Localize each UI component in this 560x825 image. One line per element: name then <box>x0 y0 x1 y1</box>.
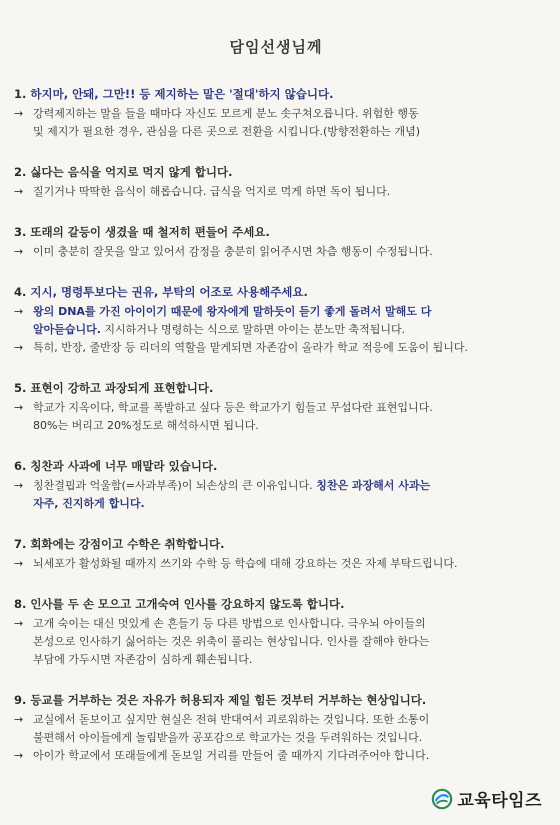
item-line-text: 학교가 지옥이다, 학교를 폭발하고 싶다 등은 학교가기 힘들고 무섭다란 표현입니다. <box>33 401 433 414</box>
arrow-icon: → <box>14 557 24 570</box>
item-line <box>14 633 538 651</box>
arrow-icon: → <box>14 617 24 630</box>
item-line-text: 아이가 학교에서 또래들에게 돋보일 거리를 만들어 줄 때까지 기다려주어야 합니다. <box>33 749 430 762</box>
item-line-text: 및 제지가 필요한 경우, 관심을 다른 곳으로 전환을 시킵니다.(방향전환하는 개념) <box>33 125 421 138</box>
item-line-text: 고개 숙이는 대신 멋있게 손 흔들기 등 다른 방법으로 인사합니다. 극우뇌 아이들의 <box>33 617 426 630</box>
item-line-text: 강력제지하는 말을 들을 때마다 자신도 모르게 분노 솟구쳐오릅니다. 위험한 행동 <box>33 107 419 120</box>
list-item <box>14 163 538 201</box>
item-line <box>14 615 538 633</box>
item-heading <box>14 379 538 397</box>
list-item <box>14 283 538 357</box>
item-line-text: 칭찬은 과장해서 사과는 <box>316 479 431 492</box>
item-heading <box>14 535 538 553</box>
list-item <box>14 85 538 141</box>
item-line <box>14 303 538 321</box>
item-line-text: 왕의 DNA를 가진 아이이기 때문에 왕자에게 말하듯이 듣기 좋게 돌려서 말해도 다 <box>33 305 432 318</box>
item-heading <box>14 457 538 475</box>
item-heading-text: 등교를 거부하는 것은 자유가 허용되자 제일 힘든 것부터 거부하는 현상입니다. <box>30 693 427 707</box>
item-line <box>14 651 538 669</box>
arrow-icon: → <box>14 245 24 258</box>
item-line-text: 교실에서 돋보이고 싶지만 현실은 전혀 반대여서 괴로워하는 것입니다. 또한 소통이 <box>33 713 430 726</box>
item-line-text: 80%는 버리고 20%정도로 해석하시면 됩니다. <box>33 419 259 432</box>
watermark-logo <box>427 784 546 813</box>
item-line <box>14 495 538 513</box>
item-line-text: 질기거나 딱딱한 음식이 해롭습니다. 급식을 억지로 먹게 하면 독이 됩니다. <box>33 185 391 198</box>
item-number: 6. <box>14 459 27 473</box>
logo-icon <box>431 788 453 810</box>
item-heading <box>14 163 538 181</box>
item-heading-text: 지시, 명령투보다는 권유, 부탁의 어조로 사용해주세요. <box>30 285 308 299</box>
arrow-icon: → <box>14 341 24 354</box>
item-line <box>14 123 538 141</box>
item-heading <box>14 85 538 103</box>
item-heading-text: 싫다는 음식을 억지로 먹지 않게 합니다. <box>30 165 233 179</box>
item-line-text: 자주, 진지하게 합니다. <box>33 497 145 510</box>
item-heading <box>14 223 538 241</box>
page-title: 담임선생님께 <box>229 38 323 56</box>
item-line-text: 본성으로 인사하기 싫어하는 것은 위축이 풀리는 현상입니다. 인사를 잘해야 한다는 <box>33 635 430 648</box>
item-line <box>14 339 538 357</box>
item-number: 3. <box>14 225 27 239</box>
item-number: 7. <box>14 537 27 551</box>
item-line <box>14 555 538 573</box>
item-heading-text: 또래의 갈등이 생겼을 때 철저히 편들어 주세요. <box>30 225 270 239</box>
item-line-text: 알아듣습니다. <box>33 323 101 336</box>
item-line <box>14 711 538 729</box>
arrow-icon: → <box>14 305 24 318</box>
arrow-icon: → <box>14 713 24 726</box>
item-heading <box>14 691 538 709</box>
item-heading-text: 칭찬과 사과에 너무 매말라 있습니다. <box>30 459 218 473</box>
list-item <box>14 595 538 669</box>
item-number: 2. <box>14 165 27 179</box>
item-line-text: 부담에 가두시면 자존감이 심하게 훼손됩니다. <box>33 653 253 666</box>
list-item <box>14 223 538 261</box>
item-line-text: 불편해서 아이들에게 놀림받을까 공포감으로 학교가는 것을 두려워하는 것입니다. <box>33 731 423 744</box>
item-heading-text: 회화에는 강점이고 수학은 취학합니다. <box>30 537 225 551</box>
item-heading <box>14 595 538 613</box>
item-line <box>14 183 538 201</box>
item-line <box>14 321 538 339</box>
item-heading <box>14 283 538 301</box>
item-line-text: 특히, 반장, 줄반장 등 리더의 역할을 맡게되면 자존감이 올라가 학교 적응에 도움이 됩니다. <box>33 341 468 354</box>
arrow-icon: → <box>14 401 24 414</box>
list-item <box>14 691 538 765</box>
item-line <box>14 243 538 261</box>
item-heading-text: 인사를 두 손 모으고 고개숙여 인사를 강요하지 않도록 합니다. <box>30 597 345 611</box>
arrow-icon: → <box>14 185 24 198</box>
item-line <box>14 477 538 495</box>
item-line <box>14 105 538 123</box>
item-line <box>14 729 538 747</box>
arrow-icon: → <box>14 107 24 120</box>
arrow-icon: → <box>14 479 24 492</box>
item-line-text: 뇌세포가 활성화될 때까지 쓰기와 수학 등 학습에 대해 강요하는 것은 자제 부탁드립니다. <box>33 557 458 570</box>
item-number: 8. <box>14 597 27 611</box>
list-item <box>14 535 538 573</box>
item-line-text: 지시하거나 명령하는 식으로 말하면 아이는 분노만 축적됩니다. <box>100 323 406 336</box>
item-line <box>14 417 538 435</box>
arrow-icon: → <box>14 749 24 762</box>
item-line <box>14 399 538 417</box>
item-heading-text: 하지마, 안돼, 그만!! 등 제지하는 말은 '절대'하지 않습니다. <box>30 87 334 101</box>
item-number: 5. <box>14 381 27 395</box>
watermark-text: 교육타임즈 <box>457 791 542 811</box>
item-line-text: 칭찬결핍과 억울함(=사과부족)이 뇌손상의 큰 이유입니다. <box>33 479 317 492</box>
item-number: 1. <box>14 87 27 101</box>
item-number: 4. <box>14 285 27 299</box>
list-item <box>14 379 538 435</box>
item-number: 9. <box>14 693 27 707</box>
item-heading-text: 표현이 강하고 과장되게 표현합니다. <box>30 381 214 395</box>
list-item <box>14 457 538 513</box>
item-line-text: 이미 충분히 잘못을 알고 있어서 감정을 충분히 읽어주시면 차츰 행동이 수정됩니다. <box>33 245 433 258</box>
item-line <box>14 747 538 765</box>
